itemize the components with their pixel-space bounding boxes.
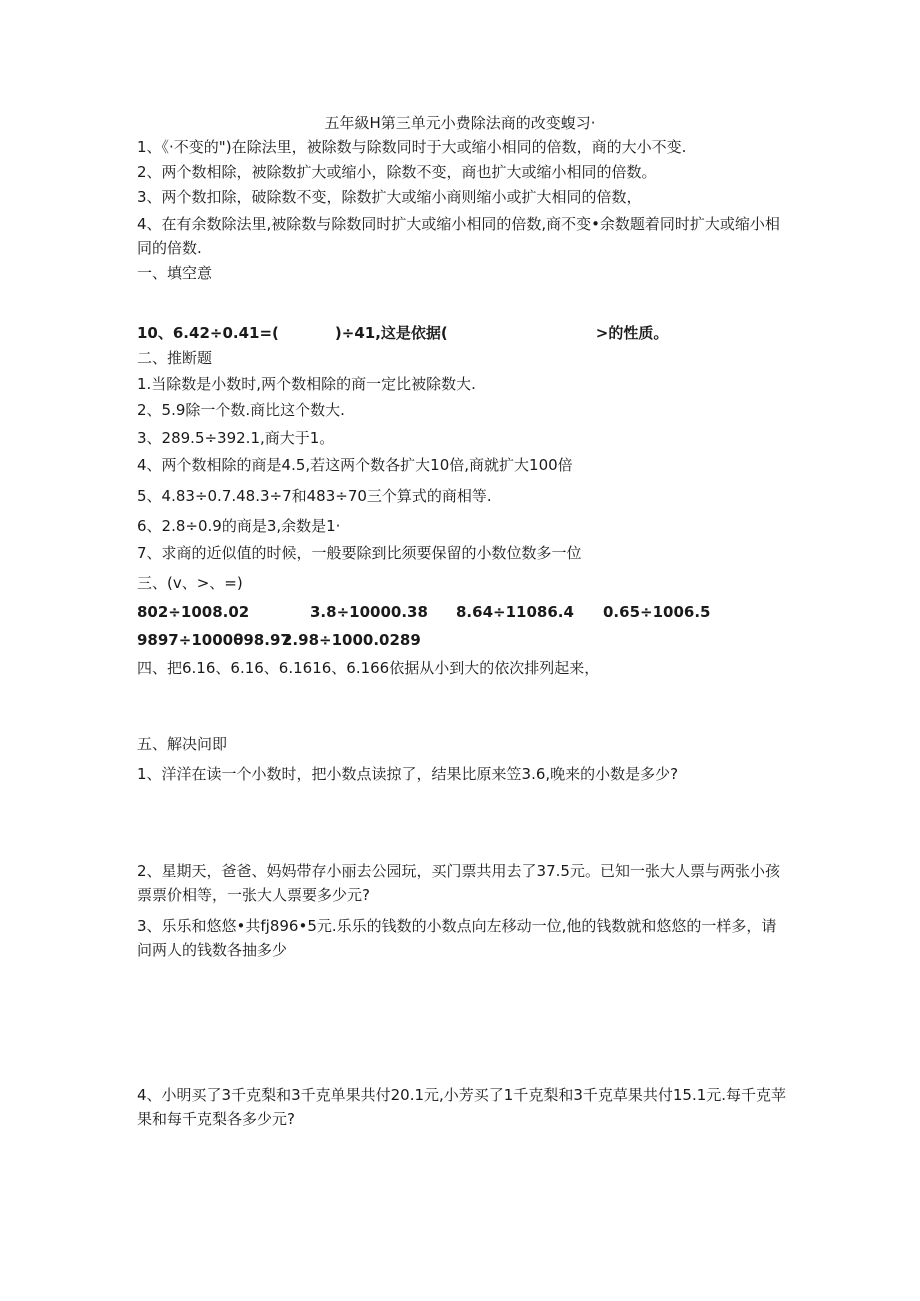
rule-3: 3、两个数扣除，破除数不变，除数扩大或缩小商则缩小或扩大相同的倍数， — [137, 188, 642, 206]
section3-heading: 三、(v、>、=) — [137, 574, 243, 592]
section2-heading: 二、推断题 — [137, 349, 213, 367]
section5-heading: 五、解决问即 — [137, 735, 228, 753]
judge-item-4: 4、两个数相除的商是4.5,若这两个数各扩大10倍,商就扩大100倍 — [137, 456, 573, 474]
compare-4: 0.65÷1006.5 — [603, 603, 711, 621]
compare-2: 3.8÷10000.38 — [310, 603, 428, 621]
rule-4: 4、在有余数除法里,被除数与除数同时扩大或缩小相同的倍数,商不变•余数题着同时扩大或缩小相同的倍数. — [137, 215, 780, 257]
problem-3: 3、乐乐和悠悠•共fj896•5元.乐乐的钱数的小数点向左移动一位,他的钱数就和悠悠的一样多，请问两人的钱数各抽多少 — [137, 917, 777, 959]
judge-item-7: 7、求商的近似值的时候，一般要除到比须要保留的小数位数多一位 — [137, 544, 582, 562]
compare-1: 802÷1008.02 — [137, 603, 250, 621]
section1-heading: 一、填空意 — [137, 264, 213, 282]
compare-6: 2.98÷1000.0289 — [282, 631, 421, 649]
problem-2: 2、星期天，爸爸、妈妈带存小丽去公园玩，买门票共用去了37.5元。已知一张大人票与两张小孩票票价相等，一张大人票要多少元? — [137, 862, 780, 904]
compare-3: 8.64÷11086.4 — [456, 603, 574, 621]
compare-5: 9897÷1000θ98.97 — [137, 631, 291, 649]
section4-heading: 四、把6.16、6.16、6.1616、6.166依据从小到大的依次排列起来， — [137, 659, 600, 677]
problem-4: 4、小明买了3千克梨和3千克单果共付20.1元,小芳买了1千克梨和3千克草果共付15.1元.每千克苹果和每千克梨各多少元? — [137, 1086, 787, 1128]
rule-2: 2、两个数相除，被除数扩大或缩小，除数不变，商也扩大或缩小相同的倍数。 — [137, 163, 657, 181]
problem-1: 1、洋洋在读一个小数时，把小数点读掠了，结果比原来笠3.6,晚来的小数是多少? — [137, 765, 679, 783]
judge-item-6: 6、2.8÷0.9的商是3,余数是1· — [137, 517, 341, 535]
q10-part-a: 10、6.42÷0.41=( — [137, 324, 279, 342]
q10-part-c: >的性质。 — [595, 324, 669, 342]
fill-blank-question-10 — [137, 322, 668, 344]
page-title: 五年級H第三单元小费除法商的改变蝮习· — [324, 114, 596, 132]
q10-part-b: )÷41,这是依据( — [334, 324, 448, 342]
judge-item-5: 5、4.83÷0.7.48.3÷7和483÷70三个算式的商相等. — [137, 487, 492, 505]
judge-item-3: 3、289.5÷392.1,商大于1。 — [137, 429, 335, 447]
judge-item-2: 2、5.9除一个数.商比这个数大. — [137, 401, 345, 419]
judge-item-1: 1.当除数是小数时,两个数相除的商一定比被除数大. — [137, 375, 476, 393]
rule-1: 1、《·不变的")在除法里，被除数与除数同时于大或缩小相同的倍数，商的大小不变. — [137, 138, 687, 156]
